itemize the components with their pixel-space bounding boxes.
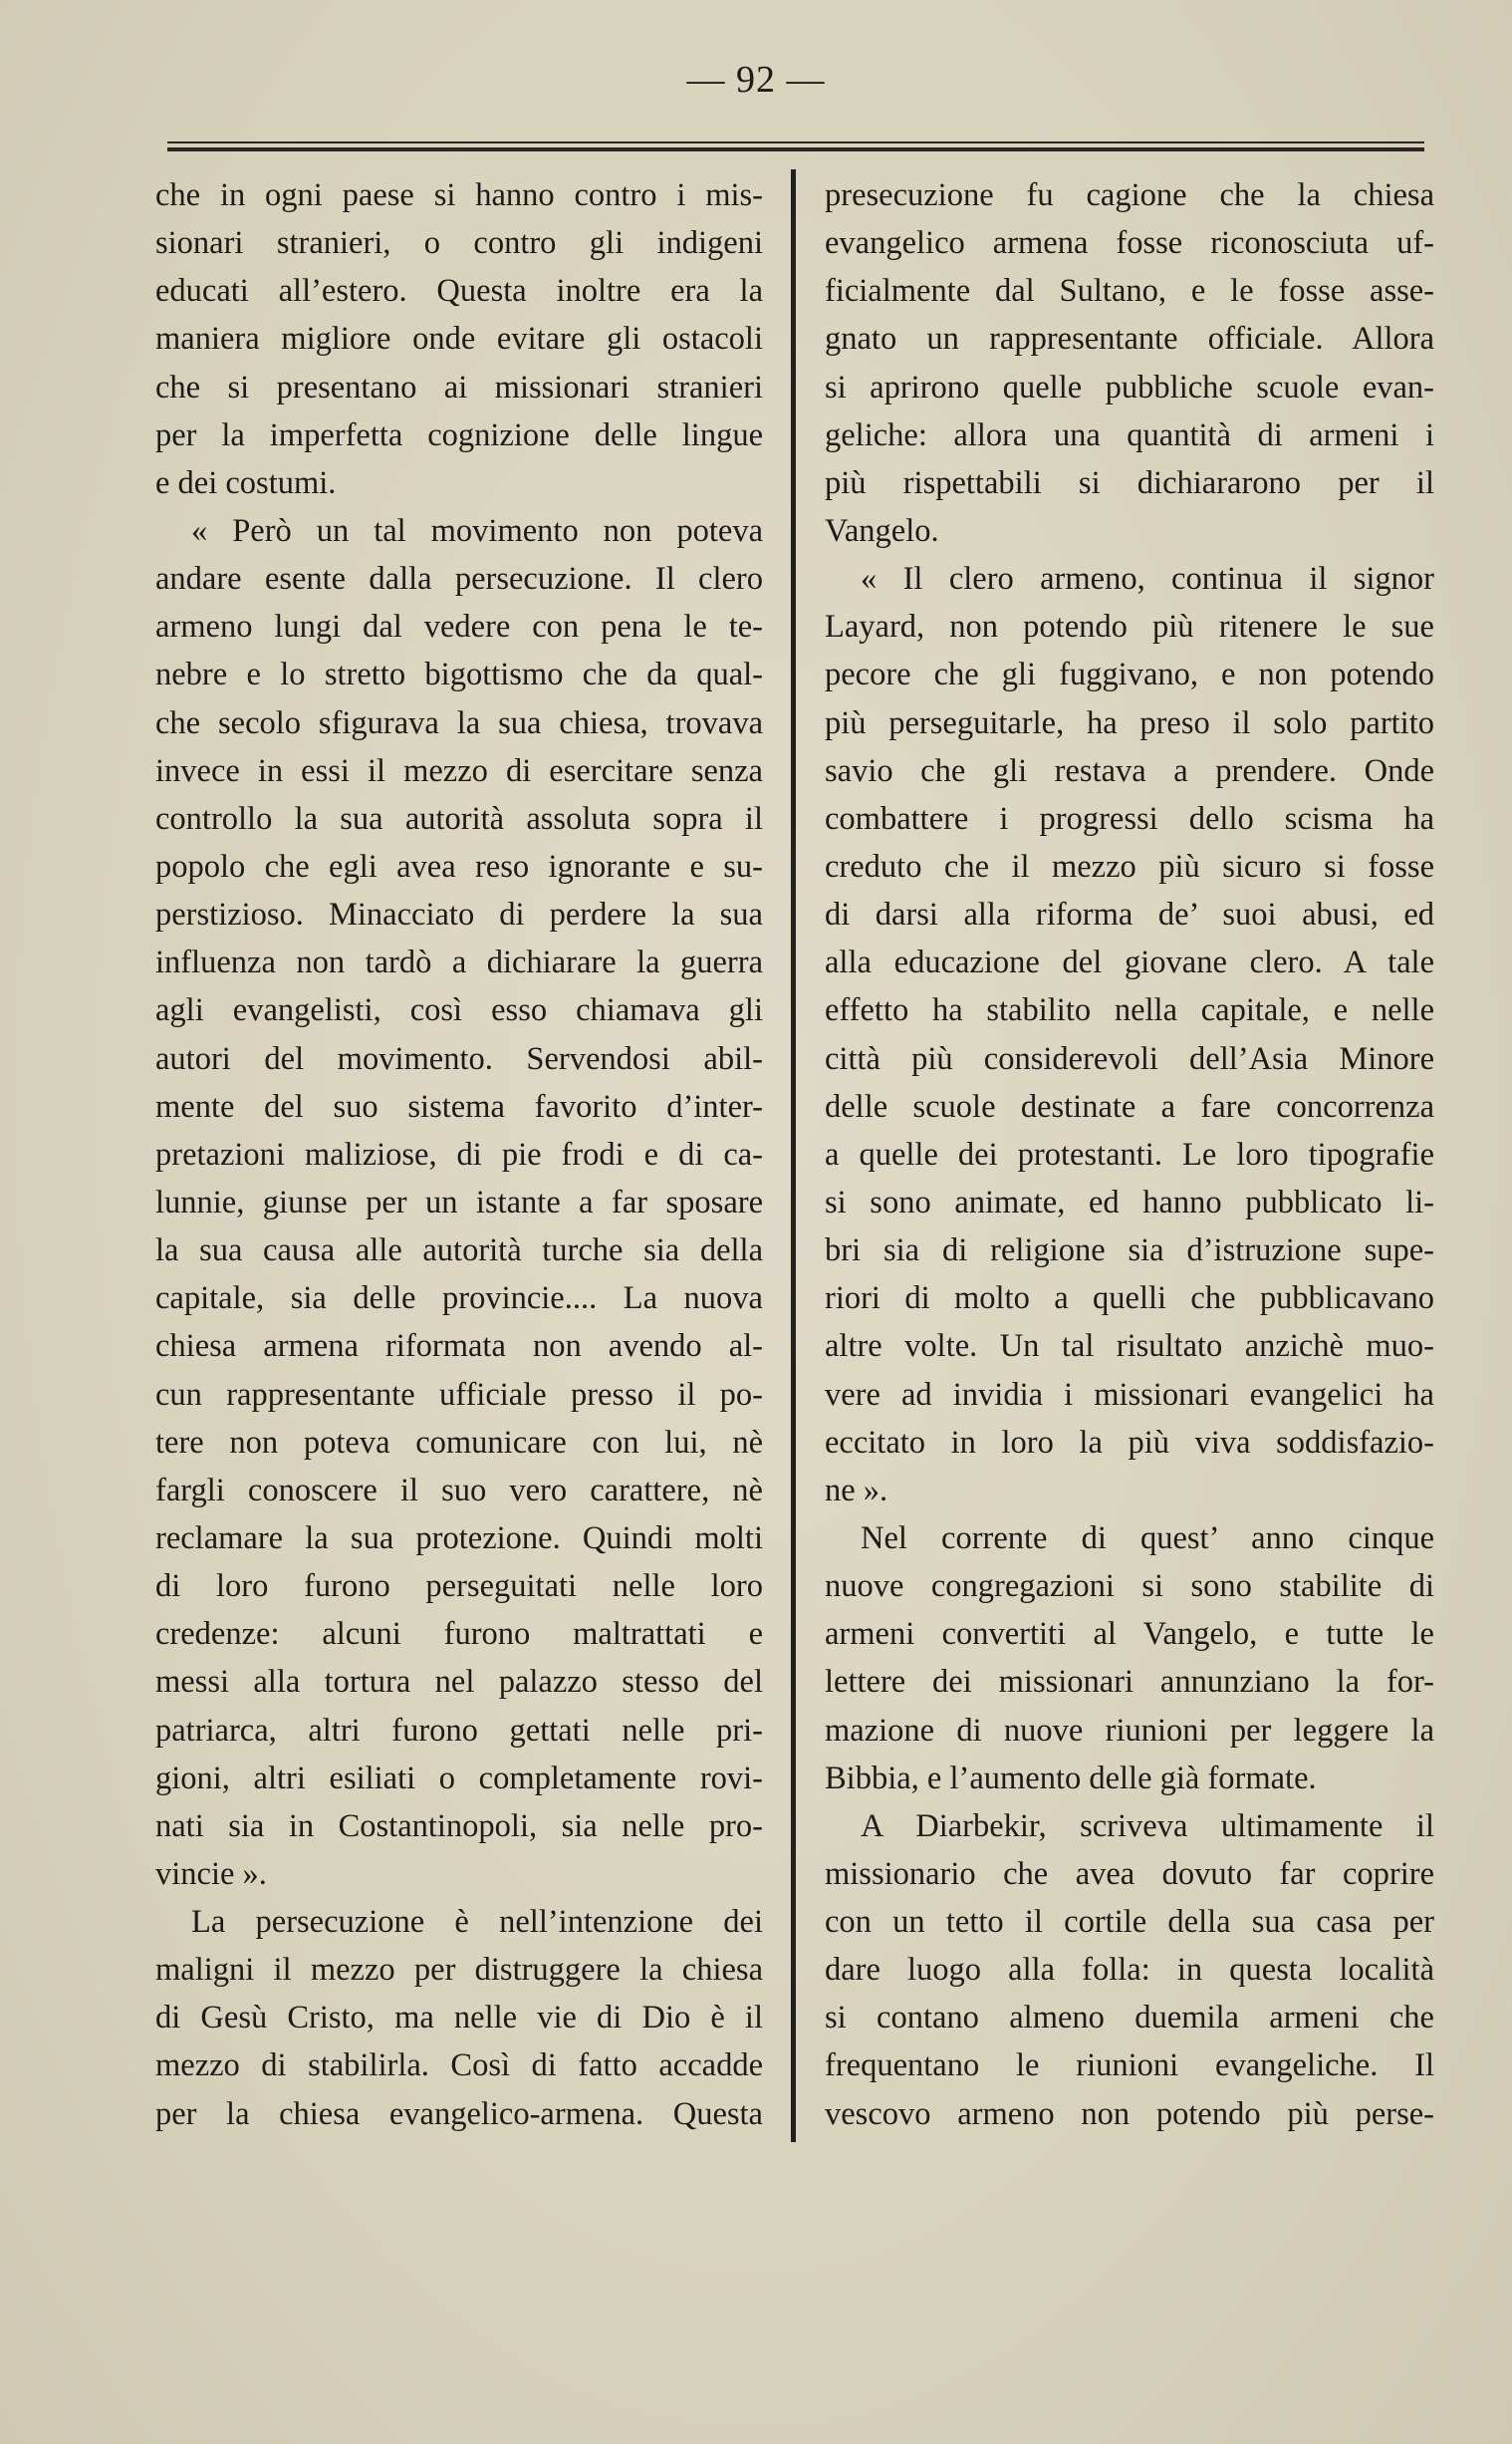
text-line: chiesa armena riformata non avendo al- <box>155 1328 763 1365</box>
column-divider <box>791 169 796 2142</box>
text-line: « Il clero armeno, continua il signor <box>861 561 1434 598</box>
right-text-column <box>825 171 1434 2138</box>
text-line: città più considerevoli dell’Asia Minore <box>825 1040 1434 1077</box>
text-line: con un tetto il cortile della sua casa per <box>825 1904 1434 1941</box>
text-line: si aprirono quelle pubbliche scuole evan- <box>825 369 1434 406</box>
text-line: altre volte. Un tal risultato anzichè muo- <box>825 1328 1434 1365</box>
text-line: nuove congregazioni si sono stabilite di <box>825 1568 1434 1605</box>
text-line: gnato un rappresentante officiale. Allora <box>825 321 1434 358</box>
header-rule-thin <box>167 141 1424 143</box>
text-line: più rispettabili si dichiararono per il <box>825 464 1434 501</box>
text-line: che si presentano ai missionari stranieri <box>155 369 763 406</box>
text-line: per la imperfetta cognizione delle lingue <box>155 416 763 453</box>
text-line: savio che gli restava a prendere. Onde <box>825 752 1434 789</box>
page-number: — 92 — <box>686 59 826 101</box>
text-line: eccitato in loro la più viva soddisfazio- <box>825 1424 1434 1461</box>
text-line: geliche: allora una quantità di armeni i <box>825 416 1434 453</box>
text-line: armeni convertiti al Vangelo, e tutte le <box>825 1616 1434 1653</box>
text-line: combattere i progressi dello scisma ha <box>825 800 1434 837</box>
text-line: missionario che avea dovuto far coprire <box>825 1855 1434 1892</box>
text-line: si contano almeno duemila armeni che <box>825 2000 1434 2037</box>
text-line: Vangelo. <box>825 512 939 549</box>
text-line: pecore che gli fuggivano, e non potendo <box>825 657 1434 693</box>
text-line: Bibbia, e l’aumento delle già formate. <box>825 1760 1317 1796</box>
text-line: perstizioso. Minacciato di perdere la sua <box>155 897 763 934</box>
text-line: credenze: alcuni furono maltrattati e <box>155 1616 763 1653</box>
text-line: presecuzione fu cagione che la chiesa <box>825 177 1434 213</box>
text-line: La persecuzione è nell’intenzione dei <box>191 1904 763 1941</box>
text-line: autori del movimento. Servendosi abil- <box>155 1040 763 1077</box>
text-line: vere ad invidia i missionari evangelici ha <box>825 1376 1434 1413</box>
text-line: bri sia di religione sia d’istruzione supe- <box>825 1232 1434 1269</box>
text-line: e dei costumi. <box>155 464 337 501</box>
text-line: effetto ha stabilito nella capitale, e nelle <box>825 992 1434 1029</box>
text-line: evangelico armena fosse riconosciuta uf- <box>825 225 1434 262</box>
text-line: frequentano le riunioni evangeliche. Il <box>825 2047 1434 2084</box>
text-line: agli evangelisti, così esso chiamava gli <box>155 992 763 1029</box>
text-line: gioni, altri esiliati o completamente rovi- <box>155 1760 763 1796</box>
text-line: dare luogo alla folla: in questa località <box>825 1952 1434 1989</box>
text-line: si sono animate, ed hanno pubblicato li- <box>825 1184 1434 1221</box>
text-line: lettere dei missionari annunziano la for- <box>825 1664 1434 1701</box>
text-line: pretazioni maliziose, di pie frodi e di ca- <box>155 1136 763 1173</box>
text-line: che secolo sfigurava la sua chiesa, trovava <box>155 704 763 741</box>
text-line: per la chiesa evangelico-armena. Questa <box>155 2095 763 2132</box>
text-line: di darsi alla riforma de’ suoi abusi, ed <box>825 897 1434 934</box>
text-line: educati all’estero. Questa inoltre era la <box>155 273 763 310</box>
text-line: a quelle dei protestanti. Le loro tipografie <box>825 1136 1434 1173</box>
text-line: influenza non tardò a dichiarare la guerra <box>155 945 763 981</box>
text-line: ficialmente dal Sultano, e le fosse asse- <box>825 273 1434 310</box>
text-line: vescovo armeno non potendo più perse- <box>825 2095 1434 2132</box>
left-text-column <box>155 171 763 2138</box>
text-line: fargli conoscere il suo vero carattere, nè <box>155 1472 763 1508</box>
text-line: lunnie, giunse per un istante a far sposare <box>155 1184 763 1221</box>
text-line: messi alla tortura nel palazzo stesso del <box>155 1664 763 1701</box>
text-line: maligni il mezzo per distruggere la chiesa <box>155 1952 763 1989</box>
text-line: patriarca, altri furono gettati nelle pri- <box>155 1712 763 1749</box>
text-line: capitale, sia delle provincie.... La nuova <box>155 1280 763 1317</box>
text-line: armeno lungi dal vedere con pena le te- <box>155 609 763 646</box>
text-line: A Diarbekir, scriveva ultimamente il <box>861 1807 1434 1844</box>
text-line: più perseguitarle, ha preso il solo partito <box>825 704 1434 741</box>
text-line: creduto che il mezzo più sicuro si fosse <box>825 848 1434 885</box>
text-line: Nel corrente di quest’ anno cinque <box>861 1519 1434 1556</box>
text-line: vincie ». <box>155 1855 267 1892</box>
text-line: mente del suo sistema favorito d’inter- <box>155 1088 763 1125</box>
text-line: sionari stranieri, o contro gli indigeni <box>155 225 763 262</box>
text-line: nati sia in Costantinopoli, sia nelle pro- <box>155 1807 763 1844</box>
text-line: ne ». <box>825 1472 888 1508</box>
text-line: che in ogni paese si hanno contro i mis- <box>155 177 763 213</box>
text-line: mazione di nuove riunioni per leggere la <box>825 1712 1434 1749</box>
text-line: controllo la sua autorità assoluta sopra il <box>155 800 763 837</box>
header-rule-thick <box>167 147 1424 151</box>
text-line: andare esente dalla persecuzione. Il clero <box>155 561 763 598</box>
text-line: la sua causa alle autorità turche sia della <box>155 1232 763 1269</box>
text-line: Layard, non potendo più ritenere le sue <box>825 609 1434 646</box>
text-line: mezzo di stabilirla. Così di fatto accadde <box>155 2047 763 2084</box>
text-line: reclamare la sua protezione. Quindi molti <box>155 1519 763 1556</box>
text-line: nebre e lo stretto bigottismo che da qual- <box>155 657 763 693</box>
text-line: di loro furono perseguitati nelle loro <box>155 1568 763 1605</box>
text-line: invece in essi il mezzo di esercitare senza <box>155 752 763 789</box>
text-line: tere non poteva comunicare con lui, nè <box>155 1424 763 1461</box>
text-line: « Però un tal movimento non poteva <box>191 512 763 549</box>
text-line: alla educazione del giovane clero. A tale <box>825 945 1434 981</box>
text-line: cun rappresentante ufficiale presso il po- <box>155 1376 763 1413</box>
text-line: popolo che egli avea reso ignorante e su- <box>155 848 763 885</box>
text-line: riori di molto a quelli che pubblicavano <box>825 1280 1434 1317</box>
text-line: delle scuole destinate a fare concorrenza <box>825 1088 1434 1125</box>
text-line: maniera migliore onde evitare gli ostacoli <box>155 321 763 358</box>
text-line: di Gesù Cristo, ma nelle vie di Dio è il <box>155 2000 763 2037</box>
